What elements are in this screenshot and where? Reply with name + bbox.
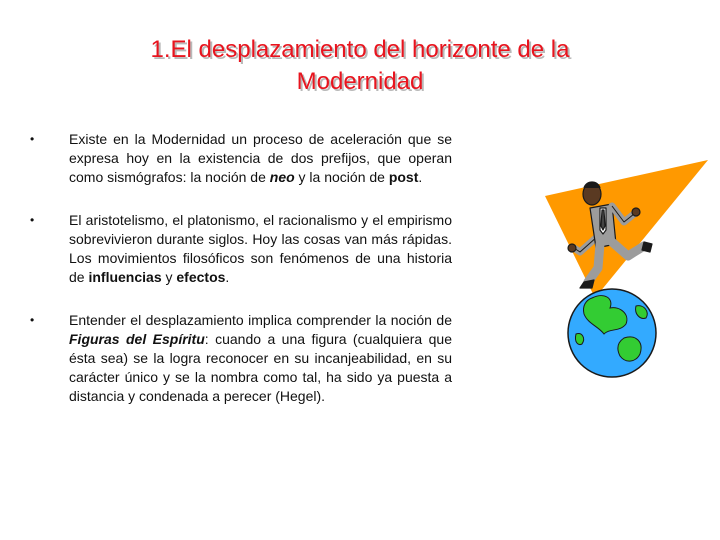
bullet-marker: • bbox=[30, 213, 35, 227]
globe-land bbox=[618, 337, 641, 361]
bullet-marker: • bbox=[30, 313, 35, 327]
bullet-text-segment: efectos bbox=[176, 269, 226, 285]
bullet-list bbox=[30, 130, 452, 430]
bullet-text-segment: Entender el desplazamiento implica comprender la noción de bbox=[69, 312, 452, 328]
globe-land bbox=[575, 334, 583, 345]
bullet-text-segment: El aristotelismo, el platonismo, el racionalismo y el empirismo sobrevivieron durante siglos. Hoy las cosas van más rápidas. Los movimientos filosóficos son fenómenos de una historia de bbox=[69, 212, 452, 285]
title-line-1: 1.El desplazamiento del horizonte de la bbox=[150, 36, 570, 63]
running-man-on-globe-icon bbox=[540, 148, 720, 383]
bullet-text-segment: Existe en la Modernidad un proceso de aceleración que se expresa hoy en la existencia de dos prefijos, que operan como sismógrafos: la noción de bbox=[69, 131, 452, 185]
bullet-item bbox=[30, 130, 452, 187]
bullet-text-segment: y la noción de bbox=[294, 169, 389, 185]
bullet-text-segment: y bbox=[161, 269, 177, 285]
bullet-item bbox=[30, 311, 452, 406]
title-line-2: Modernidad bbox=[296, 68, 424, 95]
bullet-text-segment: influencias bbox=[88, 269, 162, 285]
bullet-text-segment: : cuando a una figura (cualquiera que ésta sea) se la logra reconocer en su incanjeabilidad, en su carácter único y se la nombra como tal, ha sido ya puesta a distancia y condenada a perecer (Hegel). bbox=[69, 331, 452, 404]
bullet-item bbox=[30, 211, 452, 287]
bullet-text-segment: Figuras del Espíritu bbox=[69, 331, 205, 347]
bullet-text-segment: . bbox=[418, 169, 423, 185]
orange-triangle bbox=[545, 160, 708, 298]
bullet-text-segment: post bbox=[388, 169, 419, 185]
bullet-text-segment: neo bbox=[269, 169, 295, 185]
slide-title bbox=[60, 34, 660, 98]
bullet-text-segment: . bbox=[225, 269, 230, 285]
bullet-marker: • bbox=[30, 132, 35, 146]
globe-ocean bbox=[568, 289, 656, 377]
